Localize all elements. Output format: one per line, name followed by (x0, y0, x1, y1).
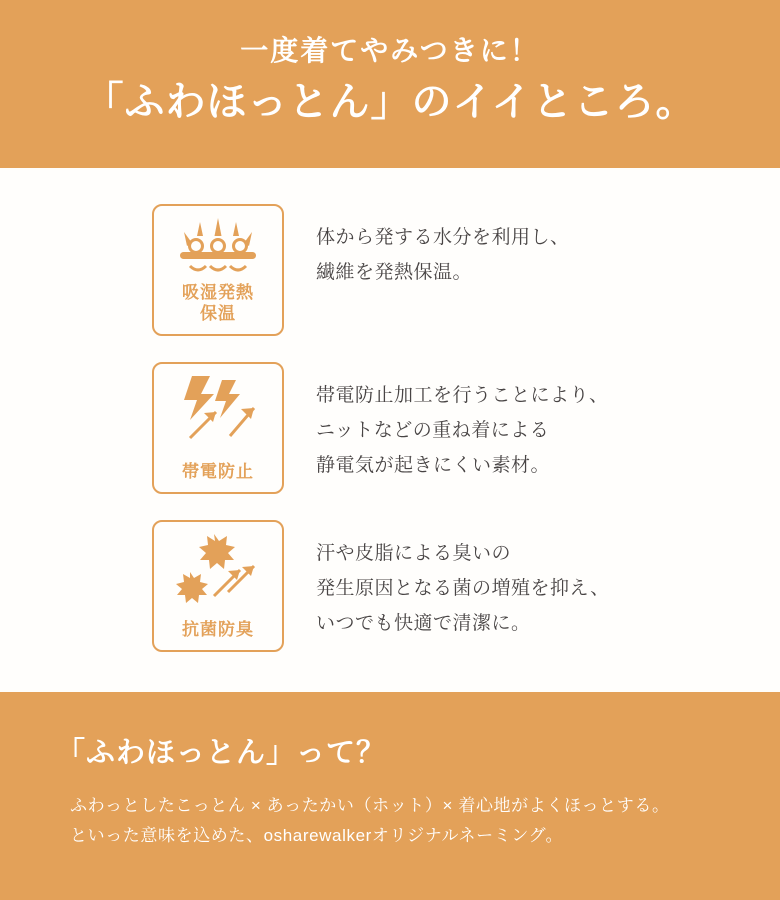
footer-title: 「ふわほっとん」って？ (56, 737, 387, 769)
badge-label-line1: 吸湿発熱 (182, 282, 254, 302)
footer-line-1: ふわっとしたこっとん × あったかい（ホット）× 着心地がよくほっとする。 (70, 796, 670, 815)
antibacterial-deodorant-icon (154, 532, 282, 602)
feature-badge-label (154, 619, 282, 640)
badge-label-line2: 保温 (200, 303, 236, 323)
feature-description (284, 362, 609, 483)
feature-badge (152, 362, 284, 494)
header-title: 「ふわほっとん」のイイところ。 (83, 79, 697, 124)
badge-label-line1: 帯電防止 (182, 461, 254, 481)
feature-row (0, 520, 780, 652)
anti-static-lightning-icon (154, 374, 282, 444)
feature-description-line: 静電気が起きにくい素材。 (316, 455, 551, 477)
feature-badge (152, 520, 284, 652)
feature-description-line: 汗や皮脂による臭いの (316, 543, 512, 564)
header-subtitle: 一度着てやみつきに！ (240, 35, 540, 66)
feature-row (0, 204, 780, 336)
feature-description-line: ニットなどの重ね着による (316, 420, 550, 442)
feature-badge (152, 204, 284, 336)
footer-band (0, 692, 780, 900)
feature-description-line: 発生原因となる菌の増殖を抑え、 (316, 578, 610, 600)
feature-description-line: 帯電防止加工を行うことにより、 (316, 385, 609, 406)
header-band (0, 0, 780, 168)
feature-description (284, 520, 610, 641)
feature-badge-label (154, 461, 282, 482)
feature-description-line: 体から発する水分を利用し、 (316, 227, 570, 248)
feature-description-line: 繊維を発熱保温。 (316, 262, 473, 284)
heat-radiating-fabric-icon (154, 216, 282, 286)
feature-list (0, 168, 780, 682)
feature-badge-label (154, 282, 282, 325)
feature-description-line: いつでも快適で清潔に。 (316, 613, 531, 635)
feature-description (284, 204, 570, 290)
feature-row (0, 362, 780, 494)
badge-label-line1: 抗菌防臭 (182, 619, 254, 639)
footer-line-2: といった意味を込めた、osharewalkerオリジナルネーミング。 (70, 825, 564, 845)
